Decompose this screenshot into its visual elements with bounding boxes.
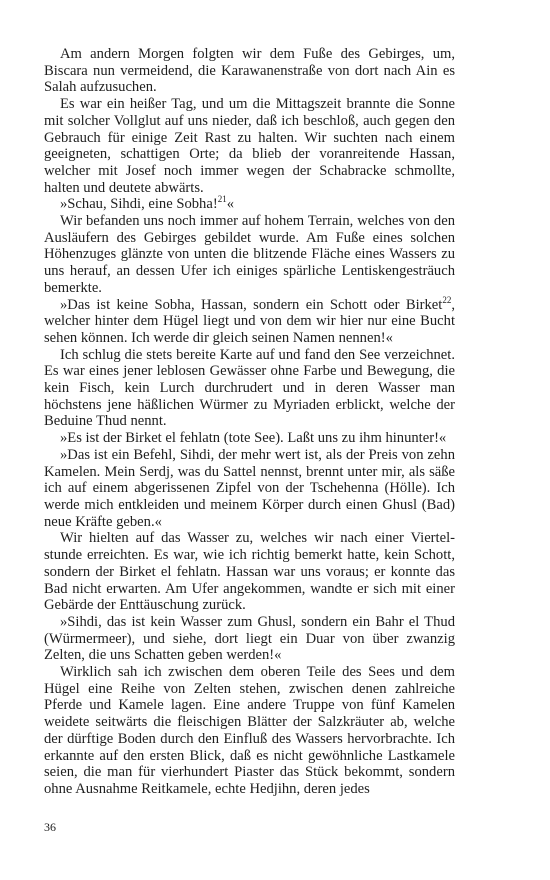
paragraph: »Das ist ein Befehl, Sihdi, der mehr wert ist, als der Preis von zehn Kamelen. Mein Serdj, was du Sattel nennst, brennt unter mir, als säße ich auf einem abgerissenen Zipfel von der Tschehenna (Hölle). Ich werde mich entkleiden und meinem Körper durch einen Ghusl (Bad) neue Kräfte geben.« xyxy=(44,446,455,530)
paragraph: »Es ist der Birket el fehlatn (tote See). Laßt uns zu ihm hinunter!« xyxy=(60,430,447,447)
paragraph: Wir befanden uns noch immer auf hohem Terrain, welches von den Ausläufern des Gebirges gebildet wurde. Am Fuße eines solchen Höhenzuges glänzte von unten die blitzende Fläche eines Wassers zu uns herauf, an dessen Ufer ich einiges spärliche Lentiskengesträuch bemerkte. xyxy=(44,213,455,296)
footnote-marker: 22 xyxy=(442,294,452,305)
paragraph: Wir hielten auf das Wasser zu, welches wir nach einer Viertelstunde erreichten. Es war, wie ich richtig bemerkt hatte, kein Schott, sondern der Birket el fehlatn. Hassan war uns voraus; er konnte das Bad nicht erwarten. Am Ufer angekommen, wandte er sich mit einer Gebärde der Enttäuschung zurück. xyxy=(44,530,455,614)
paragraph-text: , welcher hinter dem Hügel liegt und von dem wir hier nur eine Bucht sehen können. Ich werde dir gleich seinen Namen nennen!« xyxy=(44,296,455,346)
paragraph: Wirklich sah ich zwischen dem oberen Teile des Sees und dem Hügel eine Reihe von Zelten stehen, zwischen denen zahlreiche Pferde und Kamele lagen. Eine andere Truppe von fünf Kamelen weidete seitwärts die fleischigen Blätter der Salzkräuter ab, welche der dürftige Boden durch den Einfluß des Wassers hervorbrachte. Ich erkannte auf den ersten Blick, daß es nicht gewöhnliche Lastkamele seien, die man für vierhundert Piaster das Stück bekommt, sondern ohne Ausnahme Reitkamele, echte Hedjihn, deren jedes xyxy=(44,664,455,797)
paragraph: Es war ein heißer Tag, und um die Mittagszeit brannte die Sonne mit solcher Vollglut auf uns nieder, daß ich beschloß, auch gegen den Gebrauch für einige Zeit Rast zu halten. Wir suchten nach einem geeigneten, schattigen Orte; da blieb der voranreitende Hassan, welcher mit Josef noch immer wegen der Schabracke schmollte, halten und deutete abwärts. xyxy=(44,96,455,196)
book-page-text xyxy=(44,46,455,798)
paragraph-text: »Das ist keine Sobha, Hassan, sondern ein Schott oder Birket xyxy=(60,296,443,313)
paragraph-text: « xyxy=(226,196,234,213)
paragraph: Ich schlug die stets bereite Karte auf und fand den See verzeichnet. Es war eines jener leblosen Gewässer ohne Farbe und Bewegung, die kein Fisch, kein Lurch durchrudert und in deren Wasser man höchstens jene häßlichen Würmer zu Myriaden erblickt, welche der Beduine Thud nennt. xyxy=(44,346,455,430)
paragraph: »Sihdi, das ist kein Wasser zum Ghusl, sondern ein Bahr el Thud (Würmermeer), und siehe, dort liegt ein Duar von über zwanzig Zelten, die uns Schatten geben werden!« xyxy=(44,613,455,664)
footnote-marker: 21 xyxy=(217,194,227,205)
paragraph xyxy=(44,196,455,213)
paragraph xyxy=(44,294,455,347)
paragraph: Am andern Morgen folgten wir dem Fuße des Gebirges, um, Biscara nun vermeidend, die Karawanenstraße von dort nach Ain es Salah aufzusuchen. xyxy=(44,46,455,96)
paragraph-text: »Schau, Sihdi, eine Sobha! xyxy=(60,196,218,213)
page-number: 36 xyxy=(44,820,56,834)
